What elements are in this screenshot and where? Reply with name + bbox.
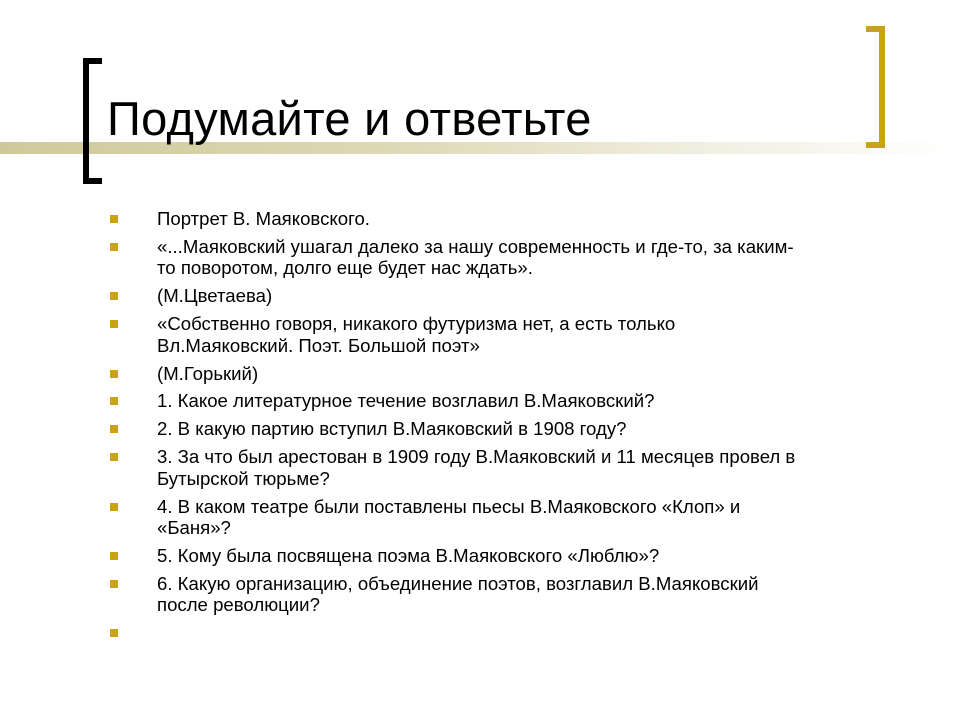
bullet-text: «...Маяковский ушагал далеко за нашу современность и где-то, за каким- то поворотом, долго еще будет нас ждать». [157, 235, 794, 279]
square-bullet-icon [110, 425, 118, 433]
square-bullet-icon [110, 552, 118, 560]
bullet-item [107, 622, 897, 644]
bullet-list [107, 208, 897, 650]
bullet-text [157, 622, 897, 644]
square-bullet-icon [110, 243, 118, 251]
bullet-item [107, 285, 897, 307]
bullet-item [107, 573, 897, 616]
bullet-item [107, 545, 897, 567]
bullet-item [107, 313, 897, 356]
bullet-item [107, 390, 897, 412]
slide-title: Подумайте и ответьте [107, 92, 592, 145]
square-bullet-icon [110, 320, 118, 328]
square-bullet-icon [110, 453, 118, 461]
square-bullet-icon [110, 397, 118, 405]
square-bullet-icon [110, 503, 118, 511]
bullet-item [107, 363, 897, 385]
bullet-text: 4. В каком театре были поставлены пьесы В.Маяковского «Клоп» и «Баня»? [157, 495, 741, 539]
bullet-text: 3. За что был арестован в 1909 году В.Маяковский и 11 месяцев провел в Бутырской тюрьме? [157, 446, 796, 489]
bullet-text: «Собственно говоря, никакого футуризма нет, а есть только Вл.Маяковский. Поэт. Большой поэт» [157, 313, 676, 356]
bullet-text: (М.Цветаева) [157, 285, 273, 307]
bullet-item [107, 446, 897, 489]
bullet-text: 5. Кому была посвящена поэма В.Маяковского «Люблю»? [157, 545, 660, 567]
bullet-item [107, 236, 897, 279]
left-bracket-decoration [83, 58, 102, 184]
bullet-item [107, 418, 897, 440]
right-bracket-decoration [866, 26, 885, 148]
bullet-text: 6. Какую организацию, объединение поэтов, возглавил В.Маяковский после революции? [157, 572, 759, 616]
square-bullet-icon [110, 370, 118, 378]
bullet-item [107, 208, 897, 230]
bullet-item [107, 496, 897, 539]
square-bullet-icon [110, 215, 118, 223]
square-bullet-icon [110, 292, 118, 300]
bullet-text: (М.Горький) [157, 362, 259, 384]
square-bullet-icon [110, 580, 118, 588]
bullet-text: 1. Какое литературное течение возглавил В.Маяковский? [157, 390, 655, 412]
bullet-text: Портрет В. Маяковского. [157, 208, 370, 229]
square-bullet-icon [110, 629, 118, 637]
bullet-text: 2. В какую партию вступил В.Маяковский в 1908 году? [157, 418, 627, 440]
